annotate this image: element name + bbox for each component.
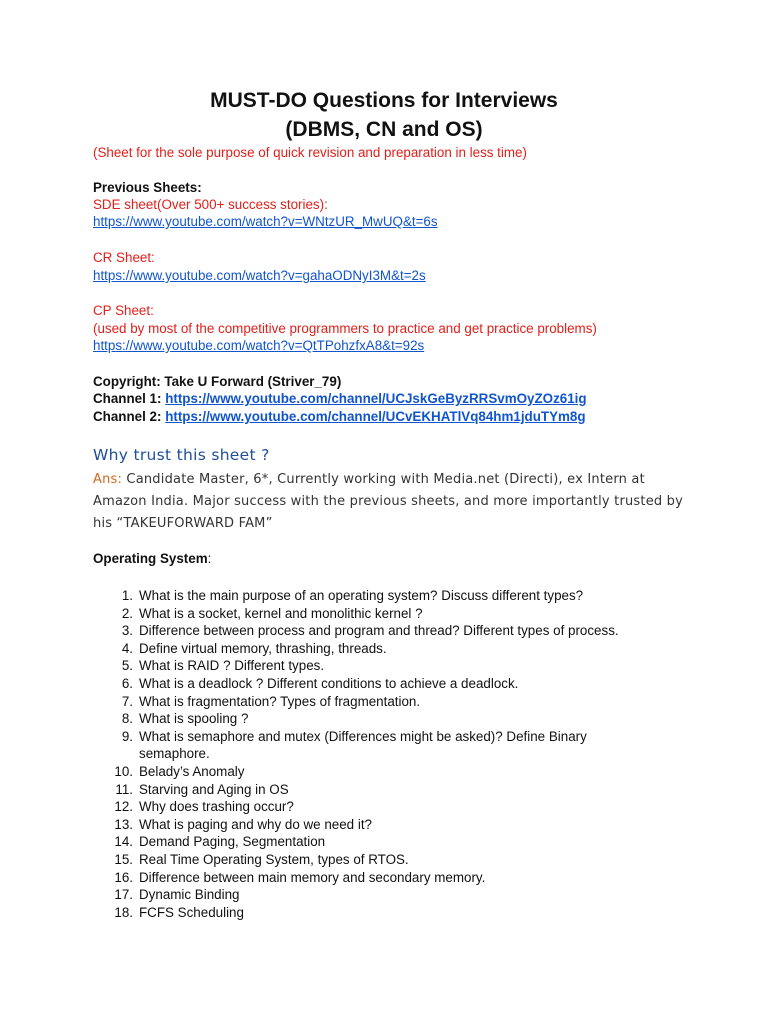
question-number: 18. — [114, 904, 133, 920]
channel-1-link[interactable]: https://www.youtube.com/channel/UCJskGeByzRRSvmOyZOz61ig — [165, 391, 587, 406]
sde-sheet-label: SDE sheet(Over 500+ success stories): — [93, 197, 328, 212]
question-text: Starving and Aging in OS — [139, 781, 289, 797]
question-number: 1. — [121, 588, 133, 603]
os-question-item — [93, 710, 653, 728]
question-number: 8. — [121, 711, 133, 727]
question-number: 11. — [115, 781, 133, 797]
question-text: Demand Paging, Segmentation — [139, 834, 326, 850]
os-question-item — [93, 675, 653, 693]
previous-sheets-heading: Previous Sheets: — [93, 180, 202, 195]
question-text: Difference between main memory and secondary memory. — [139, 869, 486, 885]
os-question-item — [93, 886, 653, 904]
question-text: What is fragmentation? Types of fragmentation. — [139, 693, 421, 709]
question-text: What is semaphore and mutex (Differences might be asked)? Define Binary semaphore. — [139, 728, 587, 762]
answer-text: Candidate Master, 6*, Currently working with Media.net (Directi), ex Intern at Amazon India. Major success with the previous sheets, and more importantly trusted by his “TAKEUFORWARD FAM” — [93, 472, 684, 531]
cp-sheet-label: CP Sheet: — [93, 303, 154, 318]
os-question-item — [93, 904, 653, 922]
question-number: 3. — [121, 623, 133, 639]
trust-answer — [93, 469, 693, 535]
question-number: 10. — [114, 763, 133, 779]
os-question-item — [93, 869, 653, 887]
os-question-item — [93, 798, 653, 816]
question-text: What is RAID ? Different types. — [139, 658, 325, 674]
channel-2-label: Channel 2: — [93, 409, 162, 424]
channel-1-label: Channel 1: — [93, 391, 162, 406]
os-question-item — [93, 816, 653, 834]
os-section-heading — [93, 551, 211, 566]
cr-sheet-link[interactable]: https://www.youtube.com/watch?v=gahaODNyI3M&t=2s — [93, 268, 426, 283]
os-question-item — [93, 763, 653, 781]
channel-1-row — [93, 390, 587, 408]
cp-sheet-note: (used by most of the competitive programmers to practice and get practice problems) — [93, 321, 597, 336]
os-heading-label: Operating System — [93, 551, 208, 566]
os-question-item — [93, 640, 653, 658]
question-number: 16. — [114, 869, 133, 885]
question-text: What is spooling ? — [139, 711, 249, 727]
sde-sheet-link[interactable]: https://www.youtube.com/watch?v=WNtzUR_MwUQ&t=6s — [93, 214, 438, 229]
why-trust-heading: Why trust this sheet ? — [93, 446, 270, 464]
question-text: Why does trashing occur? — [139, 799, 294, 815]
question-number: 14. — [114, 834, 133, 850]
copyright-text: Copyright: Take U Forward (Striver_79) — [93, 374, 342, 389]
question-number: 15. — [114, 851, 133, 867]
question-number: 7. — [121, 693, 133, 709]
question-text: What is the main purpose of an operating system? Discuss different types? — [139, 588, 584, 603]
os-question-item — [93, 587, 653, 605]
cr-sheet-label: CR Sheet: — [93, 250, 155, 265]
question-text: Difference between process and program and thread? Different types of process. — [139, 623, 619, 639]
question-text: What is a deadlock ? Different conditions to achieve a deadlock. — [139, 675, 519, 691]
question-number: 6. — [121, 675, 133, 691]
question-text: What is a socket, kernel and monolithic kernel ? — [139, 605, 423, 621]
question-number: 12. — [114, 799, 133, 815]
os-question-item — [93, 657, 653, 675]
question-number: 4. — [121, 640, 133, 656]
cp-sheet-link[interactable]: https://www.youtube.com/watch?v=QtTPohzfxA8&t=92s — [93, 338, 425, 353]
os-question-item — [93, 693, 653, 711]
question-text: Define virtual memory, thrashing, threads. — [139, 640, 387, 656]
question-text: FCFS Scheduling — [139, 904, 244, 920]
os-heading-colon: : — [207, 551, 212, 566]
os-question-item — [93, 605, 653, 623]
question-number: 5. — [121, 658, 133, 674]
channel-2-row — [93, 408, 586, 426]
page-subtitle-topics: (DBMS, CN and OS) — [285, 118, 483, 141]
question-text: Dynamic Binding — [139, 887, 240, 903]
question-number: 13. — [114, 816, 133, 832]
os-question-item — [93, 622, 653, 640]
question-text: Real Time Operating System, types of RTOS. — [139, 851, 409, 867]
os-question-list — [93, 587, 653, 921]
page-title: MUST-DO Questions for Interviews — [210, 89, 558, 112]
os-question-item — [93, 728, 653, 763]
question-text: Belady’s Anomaly — [139, 763, 245, 779]
question-number: 9. — [121, 728, 133, 744]
os-question-item — [93, 781, 653, 799]
os-question-item — [93, 833, 653, 851]
question-number: 17. — [114, 887, 133, 903]
question-number: 2. — [121, 605, 133, 621]
answer-label: Ans: — [93, 472, 123, 487]
question-text: What is paging and why do we need it? — [139, 816, 372, 832]
purpose-note: (Sheet for the sole purpose of quick revision and preparation in less time) — [93, 145, 527, 160]
channel-2-link[interactable]: https://www.youtube.com/channel/UCvEKHATlVq84hm1jduTYm8g — [165, 409, 586, 424]
os-question-item — [93, 851, 653, 869]
